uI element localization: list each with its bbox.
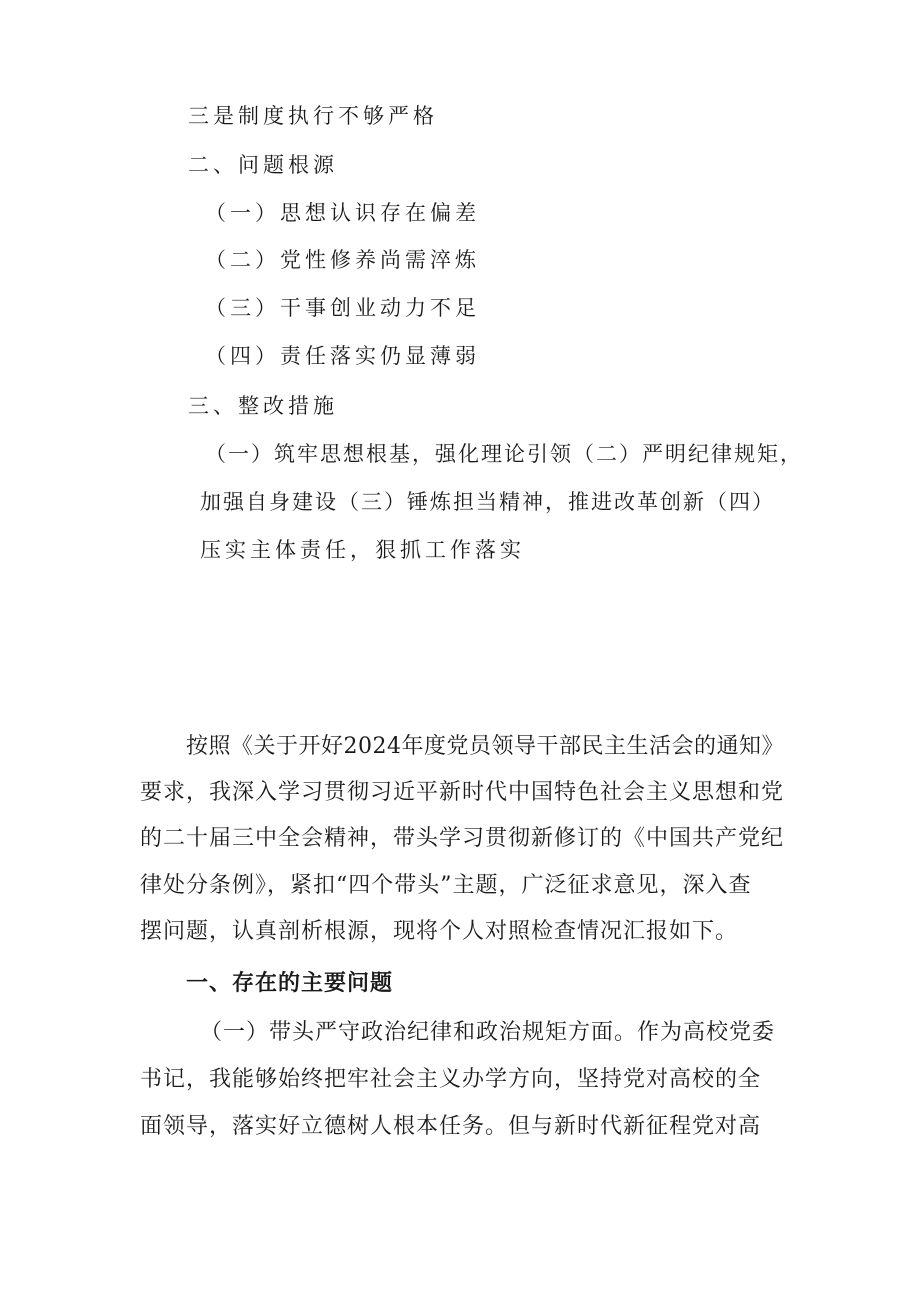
section-2-item: （四）责任落实仍显薄弱 xyxy=(205,344,480,368)
section-2-title: 二、问题根源 xyxy=(188,153,338,177)
section-2-item: （一）思想认识存在偏差 xyxy=(205,201,480,225)
intro-line: 要求，我深入学习贯彻习近平新时代中国特色社会主义思想和党 xyxy=(140,780,785,805)
section-1-line: 书记，我能够始终把牢社会主义办学方向，坚持党对高校的全 xyxy=(140,1067,762,1092)
section-1-line: 面领导，落实好立德树人根本任务。但与新时代新征程党对高 xyxy=(140,1114,762,1139)
section-3-line: 加强自身建设（三）锤炼担当精神，推进改革创新（四） xyxy=(200,490,775,514)
outline-item-3: 三是制度执行不够严格 xyxy=(188,104,438,128)
section-2-item: （三）干事创业动力不足 xyxy=(205,296,480,320)
section-3-title: 三、整改措施 xyxy=(188,394,338,418)
section-1-line: （一）带头严守政治纪律和政治规矩方面。作为高校党委 xyxy=(200,1020,776,1045)
section-3-line: 压实主体责任，狠抓工作落实 xyxy=(200,538,525,562)
section-1-title: 一、存在的主要问题 xyxy=(186,971,394,996)
intro-line: 摆问题，认真剖析根源，现将个人对照检查情况汇报如下。 xyxy=(140,919,739,944)
section-3-line: （一）筑牢思想根基，强化理论引领（二）严明纪律规矩， xyxy=(205,442,803,466)
intro-line: 按照《关于开好2024年度党员领导干部民主生活会的通知》 xyxy=(186,734,784,759)
intro-line: 律处分条例》，紧扣“四个带头”主题，广泛征求意见，深入查 xyxy=(140,873,752,898)
intro-line: 的二十届三中全会精神，带头学习贯彻新修订的《中国共产党纪 xyxy=(140,826,785,851)
section-2-item: （二）党性修养尚需淬炼 xyxy=(205,248,480,272)
